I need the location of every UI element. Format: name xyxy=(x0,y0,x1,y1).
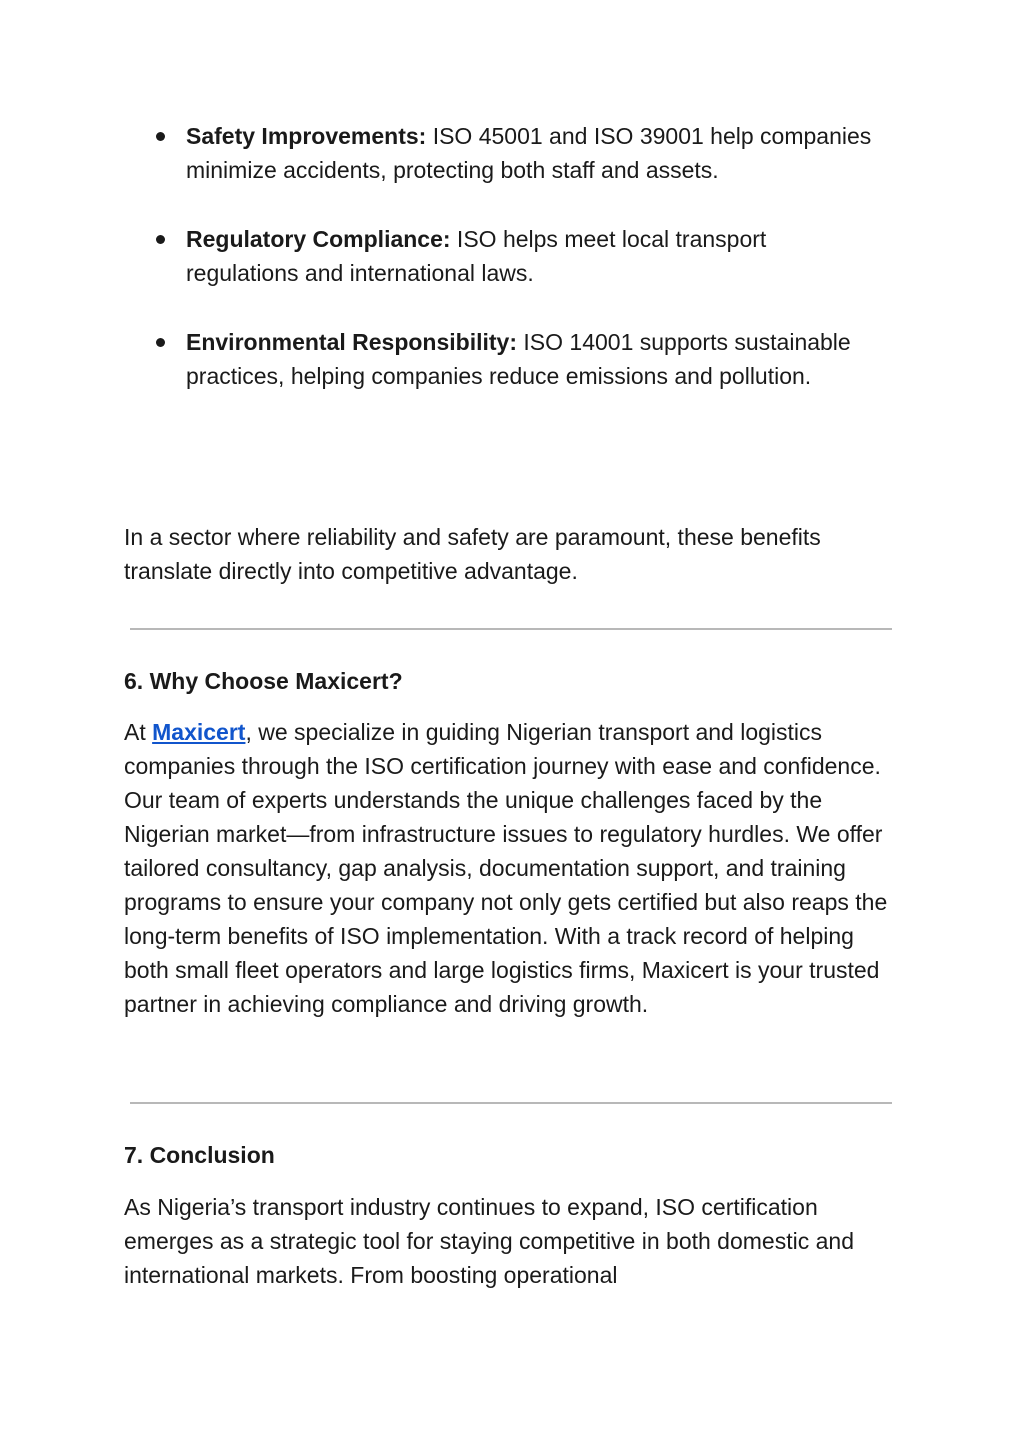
maxicert-link[interactable]: Maxicert xyxy=(152,719,246,745)
bullet-text: ISO 45001 and ISO 39001 help companies minimize accidents, protecting both staff and assets. xyxy=(186,123,872,183)
bullet-icon xyxy=(156,132,165,141)
bullet-icon xyxy=(156,235,165,244)
section-6-paragraph xyxy=(124,715,904,1021)
list-item xyxy=(156,222,876,290)
bullet-label: Environmental Responsibility: xyxy=(186,329,517,355)
section-6-heading: 6. Why Choose Maxicert? xyxy=(124,668,403,694)
section-7-heading: 7. Conclusion xyxy=(124,1142,275,1168)
summary-paragraph: In a sector where reliability and safety are paramount, these benefits translate directly into competitive advantage. xyxy=(124,524,821,584)
benefits-list xyxy=(156,119,876,428)
bullet-label: Regulatory Compliance: xyxy=(186,226,451,252)
bullet-label: Safety Improvements: xyxy=(186,123,427,149)
bullet-text: ISO 14001 supports sustainable practices, helping companies reduce emissions and pollution. xyxy=(186,329,851,389)
list-item xyxy=(156,325,876,393)
section-6-body: , we specialize in guiding Nigerian transport and logistics companies through the ISO certification journey with ease and confidence. Our team of experts understands the unique challenges faced by the Nigerian market—from infrastructure issues to regulatory hurdles. We offer tailored consultancy, gap analysis, documentation support, and training programs to ensure your company not only gets certified but also reaps the long-term benefits of ISO implementation. With a track record of helping both small fleet operators and large logistics firms, Maxicert is your trusted partner in achieving compliance and driving growth. xyxy=(124,719,888,1017)
section-7-paragraph: As Nigeria’s transport industry continues to expand, ISO certification emerges as a strategic tool for staying competitive in both domestic and international markets. From boosting operational xyxy=(124,1194,854,1288)
section-6-intro: At xyxy=(124,719,153,745)
divider xyxy=(130,1102,892,1104)
list-item xyxy=(156,119,876,187)
divider xyxy=(130,628,892,630)
bullet-icon xyxy=(156,338,165,347)
bullet-text: ISO helps meet local transport regulations and international laws. xyxy=(186,226,767,286)
